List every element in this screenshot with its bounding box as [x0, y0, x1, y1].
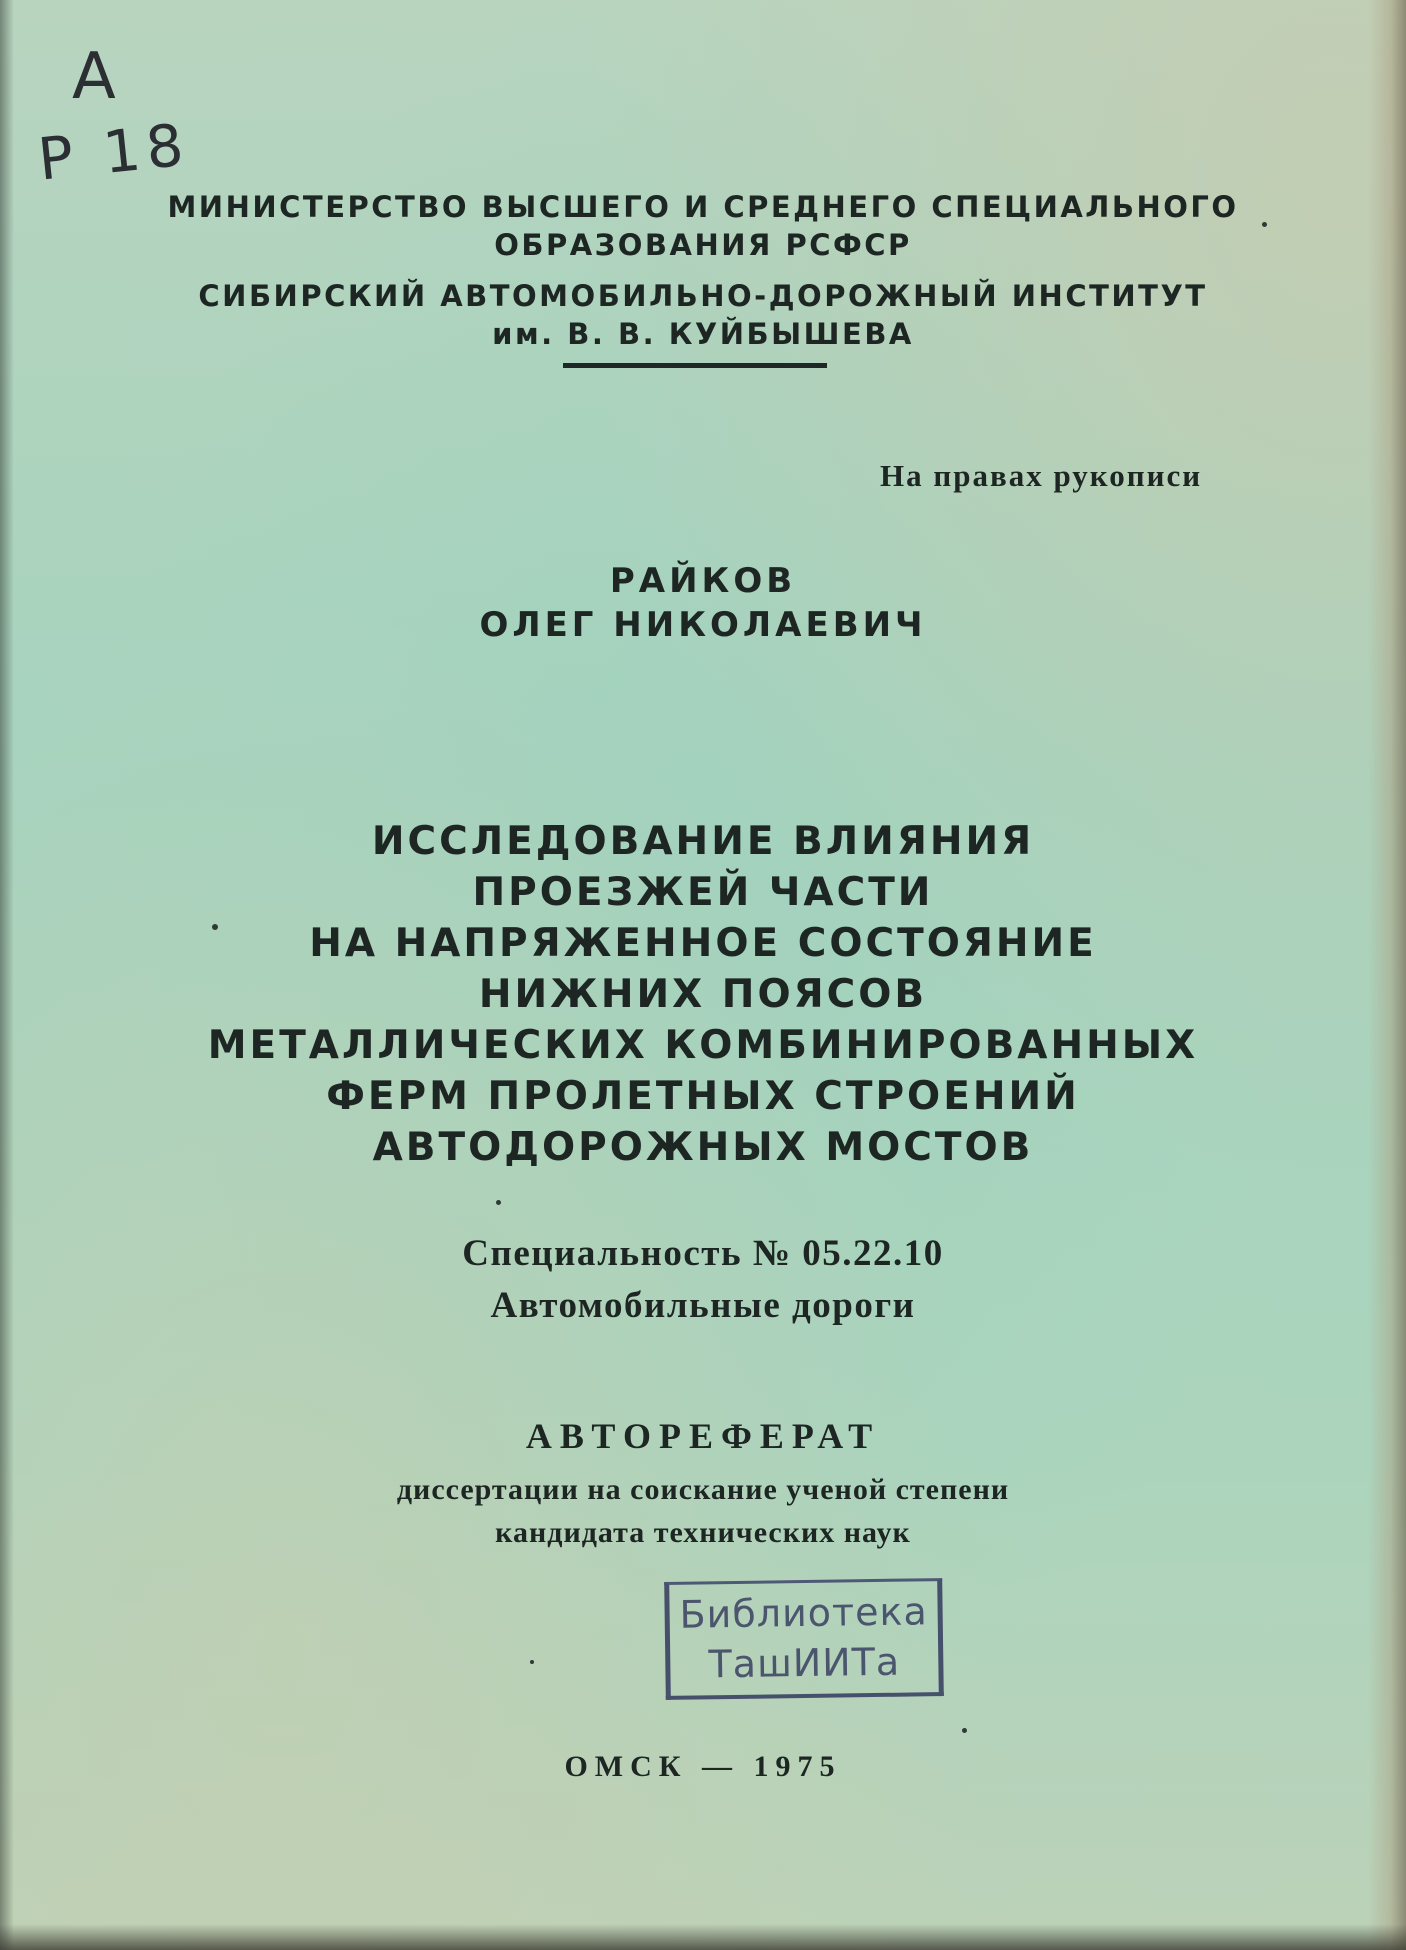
handwritten-mark-a: A [72, 40, 116, 114]
title-line: ФЕРМ ПРОЛЕТНЫХ СТРОЕНИЙ [326, 1074, 1080, 1119]
library-stamp [664, 1578, 944, 1700]
specialty-line-2: Автомобильные дороги [490, 1285, 916, 1326]
header-divider [563, 363, 827, 368]
institute-line-2: им. В. В. КУЙБЫШЕВА [492, 317, 914, 351]
author-name: ОЛЕГ НИКОЛАЕВИЧ [479, 605, 927, 645]
ink-speck [496, 1200, 501, 1205]
institute-line-1: СИБИРСКИЙ АВТОМОБИЛЬНО-ДОРОЖНЫЙ ИНСТИТУТ [198, 279, 1208, 313]
stamp-line-1: Библиотека [679, 1589, 929, 1637]
title-line: МЕТАЛЛИЧЕСКИХ КОМБИНИРОВАННЫХ [207, 1023, 1199, 1068]
ink-speck [1262, 222, 1267, 227]
title-line: НА НАПРЯЖЕННОЕ СОСТОЯНИЕ [309, 921, 1097, 966]
handwritten-mark-p18: P 18 [34, 110, 193, 194]
title-line: ИССЛЕДОВАНИЕ ВЛИЯНИЯ [371, 819, 1035, 864]
ministry-line-1: МИНИСТЕРСТВО ВЫСШЕГО И СРЕДНЕГО СПЕЦИАЛЬНОГО [167, 190, 1239, 224]
ink-speck [962, 1728, 967, 1733]
imprint: ОМСК — 1975 [564, 1750, 842, 1783]
author-surname: РАЙКОВ [609, 561, 797, 601]
ink-speck [530, 1660, 534, 1664]
rights-note: На правах рукописи [880, 458, 1203, 493]
title-line: НИЖНИХ ПОЯСОВ [478, 972, 928, 1017]
title-line: АВТОДОРОЖНЫХ МОСТОВ [372, 1125, 1034, 1170]
ink-speck [212, 924, 218, 930]
stamp-line-2: ТашИИТа [708, 1639, 901, 1687]
abstract-line-1: диссертации на соискание ученой степени [396, 1473, 1010, 1506]
ministry-line-2: ОБРАЗОВАНИЯ РСФСР [494, 228, 912, 262]
specialty-line-1: Специальность № 05.22.10 [462, 1233, 944, 1274]
page-edge-bottom [0, 1924, 1406, 1950]
abstract-line-2: кандидата технических наук [495, 1516, 911, 1549]
abstract-heading: АВТОРЕФЕРАТ [525, 1416, 881, 1456]
title-line: ПРОЕЗЖЕЙ ЧАСТИ [472, 870, 934, 915]
